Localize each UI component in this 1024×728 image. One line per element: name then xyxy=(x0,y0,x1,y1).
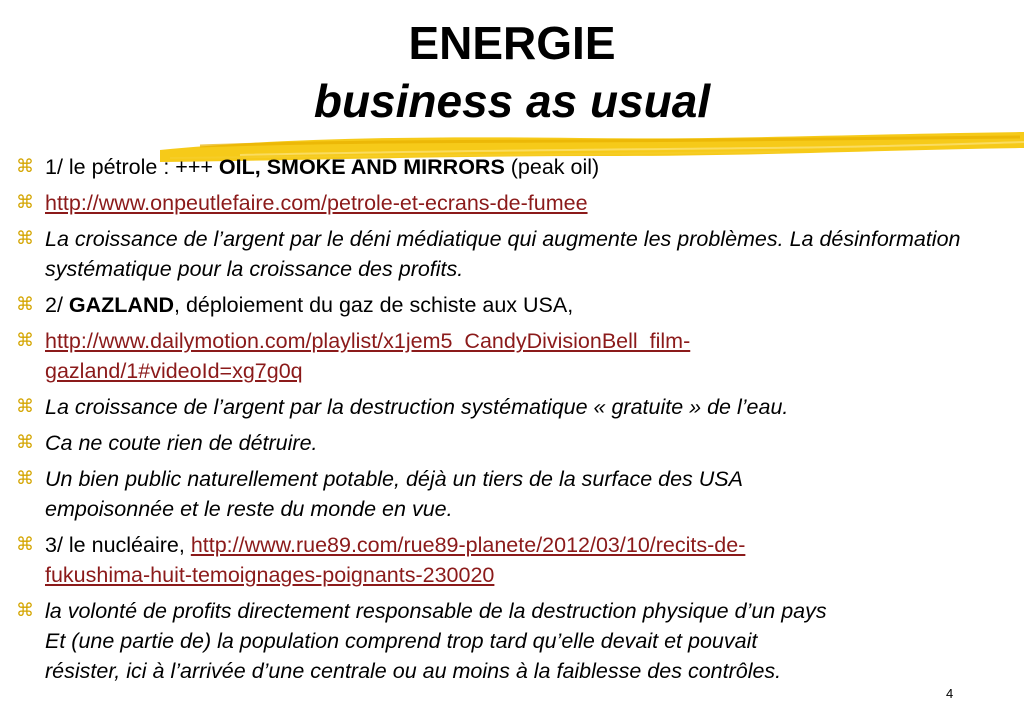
link-line: fukushima-huit-temoignages-poignants-230020 xyxy=(45,563,495,587)
item-text: 2/ xyxy=(45,293,69,317)
list-item xyxy=(14,464,1014,524)
link-line: http://www.rue89.com/rue89-planete/2012/03/10/recits-de- xyxy=(190,533,746,557)
command-key-icon: ⌘ xyxy=(16,192,34,213)
gazland-link[interactable] xyxy=(45,329,690,383)
command-key-icon: ⌘ xyxy=(16,228,34,249)
command-key-icon: ⌘ xyxy=(16,468,34,489)
item-italic-text: résister, ici à l’arrivée d’une centrale ou au moins à la faiblesse des contrôles. xyxy=(45,659,782,683)
title-line-1: ENERGIE xyxy=(408,17,616,69)
command-key-icon: ⌘ xyxy=(16,432,34,453)
item-italic-text: La croissance de l’argent par le déni médiatique qui augmente les problèmes. La désinformation systématique pour la croissance des profits. xyxy=(45,227,961,281)
slide-title xyxy=(0,14,1024,130)
item-italic-text: La croissance de l’argent par la destruction systématique « gratuite » de l’eau. xyxy=(45,395,789,419)
command-key-icon: ⌘ xyxy=(16,534,34,555)
item-text: 3/ le nucléaire, xyxy=(45,533,191,557)
item-italic-text: Et (une partie de) la population comprend trop tard qu’elle devait et pouvait xyxy=(45,629,758,653)
command-key-icon: ⌘ xyxy=(16,396,34,417)
command-key-icon: ⌘ xyxy=(16,330,34,351)
item-italic-text: empoisonnée et le reste du monde en vue. xyxy=(45,497,453,521)
list-item xyxy=(14,290,1014,320)
link-line: http://www.dailymotion.com/playlist/x1jem5_CandyDivisionBell_film- xyxy=(45,329,691,353)
command-key-icon: ⌘ xyxy=(16,156,34,177)
command-key-icon: ⌘ xyxy=(16,294,34,315)
item-text: , déploiement du gaz de schiste aux USA, xyxy=(174,293,574,317)
item-bold-text: OIL, SMOKE AND MIRRORS xyxy=(218,155,505,179)
item-bold-text: GAZLAND xyxy=(68,293,175,317)
item-italic-text: la volonté de profits directement responsable de la destruction physique d’un pays xyxy=(45,599,827,623)
page-number: 4 xyxy=(946,686,954,701)
list-item xyxy=(14,152,1014,182)
command-key-icon: ⌘ xyxy=(16,600,34,621)
item-italic-text: Un bien public naturellement potable, déjà un tiers de la surface des USA xyxy=(45,467,743,491)
list-item xyxy=(14,392,1014,422)
list-item xyxy=(14,596,1014,686)
list-item xyxy=(14,326,1014,386)
list-item xyxy=(14,530,1014,590)
title-line-2: business as usual xyxy=(313,75,711,127)
list-item xyxy=(14,224,1014,284)
bullet-list xyxy=(14,152,1014,692)
item-italic-text: Ca ne coute rien de détruire. xyxy=(45,431,318,455)
link-line: gazland/1#videoId=xg7g0q xyxy=(45,359,303,383)
item-text: 1/ le pétrole : +++ xyxy=(45,155,219,179)
item-text: (peak oil) xyxy=(504,155,600,179)
petrole-link[interactable]: http://www.onpeutlefaire.com/petrole-et-ecrans-de-fumee xyxy=(45,191,588,215)
list-item xyxy=(14,188,1014,218)
list-item xyxy=(14,428,1014,458)
